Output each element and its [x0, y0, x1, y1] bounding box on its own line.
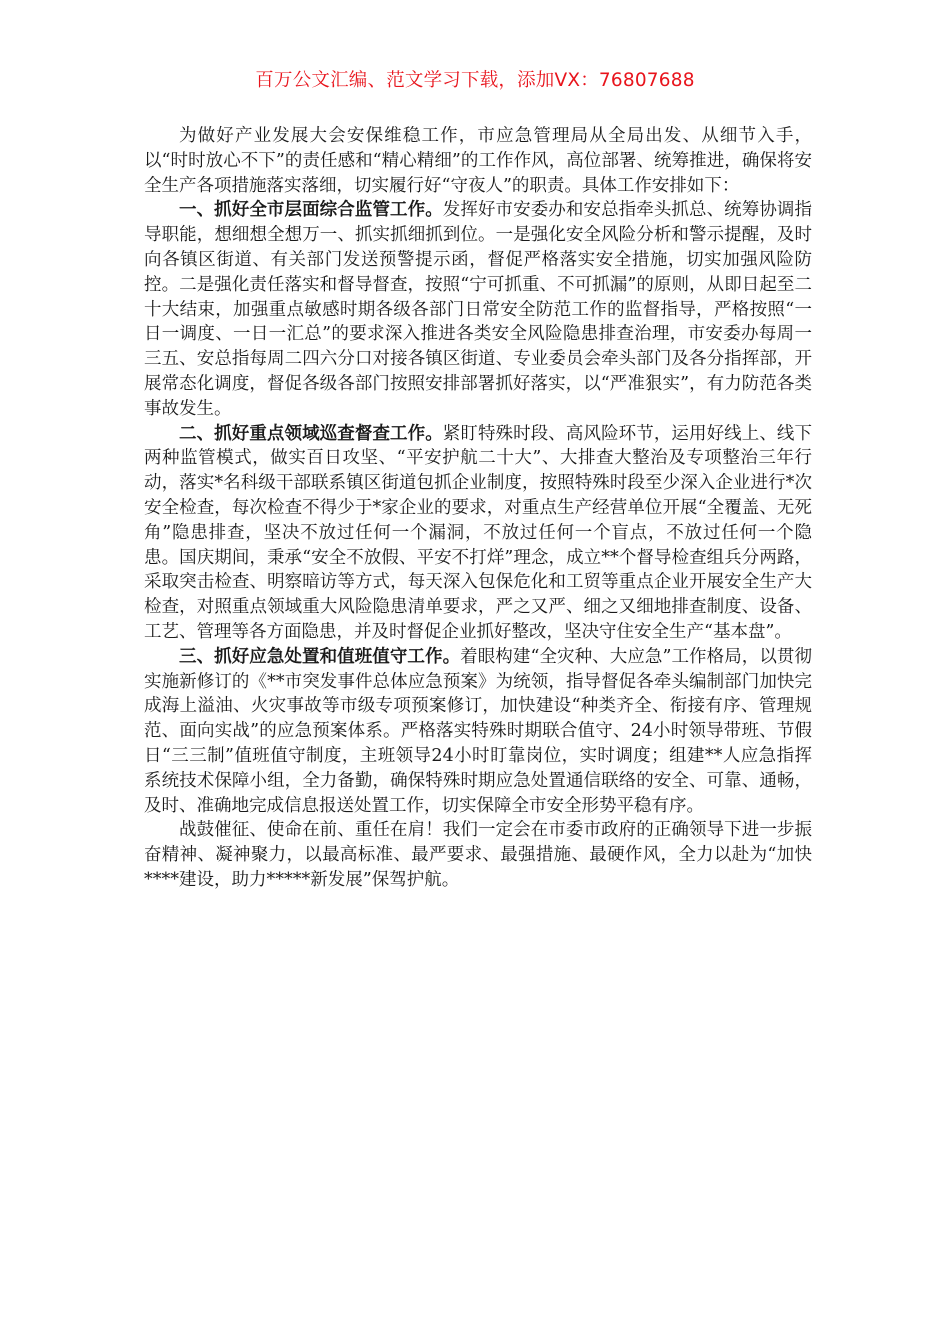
promo-banner: 百万公文汇编、范文学习下载，添加VX：76807688 [255, 70, 695, 91]
intro-paragraph: 为做好产业发展大会安保维稳工作，市应急管理局从全局出发、从细节入手，以“时时放心不下”的责任感和“精心精细”的工作作风，高位部署、统筹推进，确保将安全生产各项措施落实落细，切实履行好“守夜人”的职责。具体工作安排如下： [144, 126, 812, 196]
closing-paragraph: 战鼓催征、使命在前、重任在肩！我们一定会在市委市政府的正确领导下进一步振奋精神、凝神聚力，以最高标准、最严要求、最强措施、最硬作风，全力以赴为“加快****建设，助力*****新发展”保驾护航。 [144, 820, 812, 890]
document-body [144, 124, 812, 893]
section-2-heading: 二、抓好重点领域巡查督查工作。 [179, 423, 443, 444]
section-1-heading: 一、抓好全市层面综合监管工作。 [179, 200, 443, 221]
section-2-paragraph [144, 422, 812, 645]
section-3-paragraph [144, 645, 812, 819]
section-3-heading: 三、抓好应急处置和值班值守工作。 [179, 646, 461, 667]
section-2-body: 紧盯特殊时段、高风险环节，运用好线上、线下两种监管模式，做实百日攻坚、“平安护航二十大”、大排查大整治及专项整治三年行动，落实*名科级干部联系镇区街道包抓企业制度，按照特殊时段至少深入企业进行*次安全检查，每次检查不得少于*家企业的要求，对重点生产经营单位开展“全覆盖、无死角”隐患排查，坚决不放过任何一个漏洞，不放过任何一个盲点，不放过任何一个隐患。国庆期间，秉承“安全不放假、平安不打烊”理念，成立**个督导检查组兵分两路，采取突击检查、明察暗访等方式，每天深入包保危化和工贸等重点企业开展安全生产大检查，对照重点领域重大风险隐患清单要求，严之又严、细之又细地排查制度、设备、工艺、管理等各方面隐患，并及时督促企业抓好整改，坚决守住安全生产“基本盘”。 [144, 423, 813, 642]
section-1-paragraph [144, 198, 812, 421]
section-3-body: 着眼构建“全灾种、大应急”工作格局，以贯彻实施新修订的《**市突发事件总体应急预案》为统领，指导督促各牵头编制部门加快完成海上溢油、火灾事故等市级专项预案修订，加快建设“种类齐全、衔接有序、管理规范、面向实战”的应急预案体系。严格落实特殊时期联合值守、24小时领导带班、节假日“三三制”值班值守制度，主班领导24小时盯靠岗位，实时调度；组建**人应急指挥系统技术保障小组，全力备勤，确保特殊时期应急处置通信联络的安全、可靠、通畅，及时、准确地完成信息报送处置工作，切实保障全市安全形势平稳有序。 [144, 646, 812, 816]
section-1-body: 发挥好市安委办和安总指牵头抓总、统筹协调指导职能，想细想全想万一、抓实抓细抓到位。一是强化安全风险分析和警示提醒，及时向各镇区街道、有关部门发送预警提示函，督促严格落实安全措施，切实加强风险防控。二是强化责任落实和督导督查，按照“宁可抓重、不可抓漏”的原则，从即日起至二十大结束，加强重点敏感时期各级各部门日常安全防范工作的监督指导，严格按照“一日一调度、一日一汇总”的要求深入推进各类安全风险隐患排查治理，市安委办每周一三五、安总指每周二四六分口对接各镇区街道、专业委员会牵头部门及各分指挥部，开展常态化调度，督促各级各部门按照安排部署抓好落实，以“严准狠实”，有力防范各类事故发生。 [144, 200, 813, 419]
